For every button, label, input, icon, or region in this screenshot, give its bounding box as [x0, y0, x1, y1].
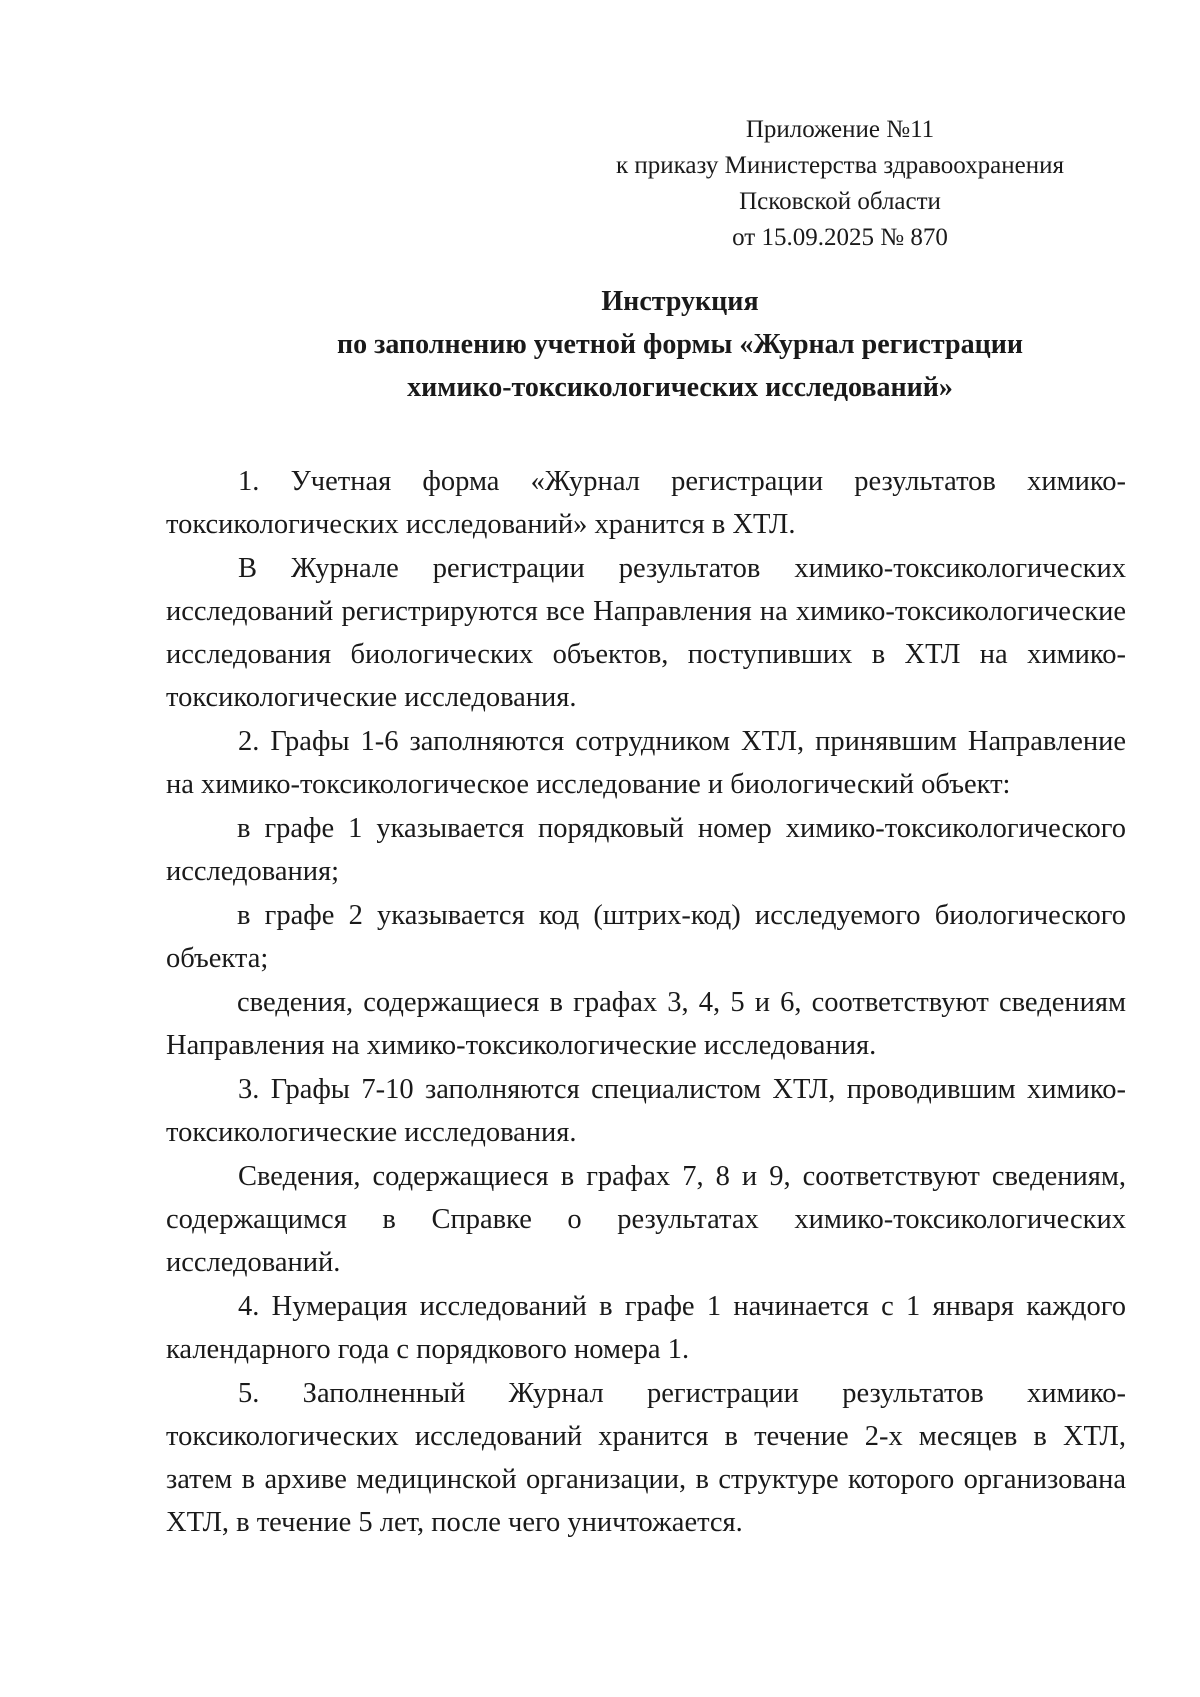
paragraph-2-columns-3-6: сведения, содержащиеся в графах 3, 4, 5 и 6, соответствуют сведениям Направления на химико-токсикологические исследования. [166, 987, 1126, 1061]
paragraph-1: 1. Учетная форма «Журнал регистрации результатов химико-токсикологических исследований» хранится в ХТЛ. [166, 466, 1126, 540]
appendix-order-ref: к приказу Министерства здравоохранения [615, 152, 1065, 179]
paragraph-3-detail: Сведения, содержащиеся в графах 7, 8 и 9, соответствуют сведениям, содержащимся в Справке о результатах химико-токсикологических исследований. [166, 1161, 1126, 1278]
paragraph-2: 2. Графы 1-6 заполняются сотрудником ХТЛ, принявшим Направление на химико-токсикологическое исследование и биологический объект: [166, 726, 1126, 800]
appendix-number: Приложение №11 [745, 116, 935, 143]
appendix-header [560, 112, 1120, 256]
document-title [160, 280, 1200, 409]
paragraph-4: 4. Нумерация исследований в графе 1 начинается с 1 января каждого календарного года с порядкового номера 1. [166, 1291, 1126, 1365]
title-line-1: Инструкция [601, 286, 759, 317]
paragraph-1-detail: В Журнале регистрации результатов химико-токсикологических исследований регистрируются все Направления на химико-токсикологические исследования биологических объектов, поступивших в ХТЛ на химико-токсикологические исследования. [166, 553, 1126, 713]
title-line-3: химико-токсикологических исследований» [407, 372, 953, 403]
paragraph-5: 5. Заполненный Журнал регистрации результатов химико-токсикологических исследований хранится в течение 2-х месяцев в ХТЛ, затем в архиве медицинской организации, в структуре которого организована ХТЛ, в течение 5 лет, после чего уничтожается. [166, 1378, 1126, 1538]
paragraph-2-column-2: в графе 2 указывается код (штрих-код) исследуемого биологического объекта; [166, 900, 1126, 974]
paragraph-2-column-1: в графе 1 указывается порядковый номер химико-токсикологического исследования; [166, 813, 1126, 887]
appendix-region: Псковской области [739, 188, 941, 215]
appendix-date-number: от 15.09.2025 № 870 [732, 224, 948, 251]
paragraph-3: 3. Графы 7-10 заполняются специалистом ХТЛ, проводившим химико-токсикологические исследования. [166, 1074, 1126, 1148]
title-line-2: по заполнению учетной формы «Журнал регистрации [337, 329, 1023, 360]
document-body [166, 460, 1126, 1545]
